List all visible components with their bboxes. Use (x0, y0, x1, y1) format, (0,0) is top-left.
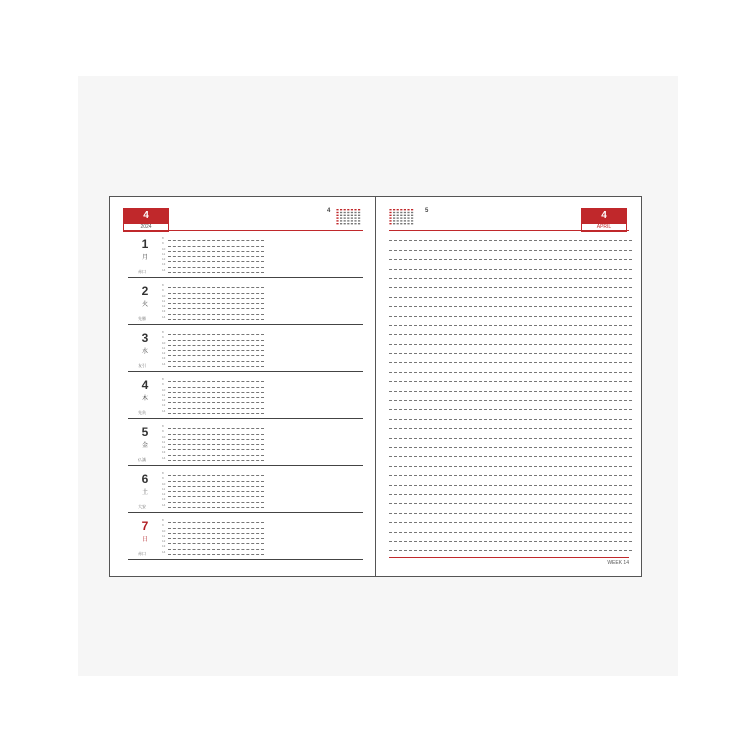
dashed-line (168, 550, 264, 555)
hour-label: 12 (162, 445, 166, 450)
day-separator (128, 324, 363, 325)
mini-calendar-cell (358, 223, 360, 224)
rokuyo-label: 赤口 (138, 269, 146, 274)
hour-label: 14 (162, 502, 166, 507)
week-number-label: WEEK 14 (607, 560, 629, 566)
rokuyo-label: 先勝 (138, 316, 146, 321)
hour-label: 13 (162, 262, 166, 267)
hour-label: 11 (162, 251, 166, 256)
mini-calendar-cell (404, 223, 406, 224)
rokuyo-label: 大安 (138, 504, 146, 509)
dashed-line (389, 401, 632, 410)
dashed-line (389, 504, 632, 513)
month-name: APRIL (581, 224, 627, 232)
right-page-notes (375, 196, 642, 577)
mini-calendar-cell (344, 223, 346, 224)
mini-calendar-cell (411, 209, 413, 210)
hour-label: 10 (162, 387, 166, 392)
mini-calendar-cell (393, 215, 395, 216)
mini-calendar-cell (336, 209, 338, 210)
hour-labels (162, 471, 167, 508)
dashed-line (389, 439, 632, 448)
mini-calendar-cell (347, 223, 349, 224)
mini-calendar-month: 5 (425, 208, 429, 214)
mini-calendar-cell (397, 217, 399, 218)
dashed-line (389, 467, 632, 476)
day-block (110, 467, 375, 513)
mini-calendar-cell (389, 212, 391, 213)
day-block (110, 232, 375, 278)
mini-calendar-cell (344, 217, 346, 218)
hour-label: 8 (162, 471, 164, 475)
dashed-line (389, 542, 632, 551)
left-page-weekly-schedule (109, 196, 376, 577)
day-number: 5 (141, 425, 149, 439)
mini-calendar-cell (336, 215, 338, 216)
hour-label: 14 (162, 314, 166, 319)
mini-calendar-cell (354, 217, 356, 218)
dashed-line (389, 232, 632, 241)
day-block (110, 326, 375, 372)
mini-calendar-cell (354, 215, 356, 216)
writing-lines (168, 471, 264, 508)
mini-calendar-cell (347, 220, 349, 221)
hour-label: 13 (162, 497, 166, 502)
dashed-line (168, 362, 264, 367)
hour-label: 10 (162, 293, 166, 298)
dashed-line (389, 523, 632, 532)
dashed-line (389, 345, 632, 354)
hour-label: 14 (162, 408, 166, 413)
mini-calendar-cell (411, 217, 413, 218)
mini-calendar-cell (393, 220, 395, 221)
hour-label: 11 (162, 486, 166, 491)
mini-calendar-cell (336, 212, 338, 213)
hour-label: 14 (162, 549, 166, 554)
writing-lines (168, 330, 264, 367)
hour-label: 11 (162, 439, 166, 444)
mini-calendar-cell (400, 209, 402, 210)
mini-calendar-cell (347, 209, 349, 210)
mini-calendar-cell (393, 217, 395, 218)
hour-label: 12 (162, 351, 166, 356)
hour-label: 10 (162, 481, 166, 486)
dashed-line (389, 298, 632, 307)
dashed-line (389, 410, 632, 419)
dashed-line (389, 279, 632, 288)
mini-calendar-cell (340, 209, 342, 210)
hour-label: 13 (162, 403, 166, 408)
dashed-line (389, 476, 632, 485)
mini-calendar-cell (340, 223, 342, 224)
dashed-line (389, 429, 632, 438)
hour-label: 13 (162, 356, 166, 361)
note-lines (389, 232, 632, 551)
mini-calendar-cell (340, 220, 342, 221)
month-badge (581, 208, 627, 232)
mini-calendar-cell (354, 212, 356, 213)
mini-calendar-cell (393, 212, 395, 213)
mini-calendar-cell (347, 212, 349, 213)
dashed-line (389, 251, 632, 260)
writing-lines (168, 424, 264, 461)
hour-labels (162, 518, 167, 555)
mini-calendar-cell (407, 223, 409, 224)
mini-calendar-cell (340, 212, 342, 213)
mini-calendar-cell (351, 215, 353, 216)
day-separator (128, 277, 363, 278)
dashed-line (389, 533, 632, 542)
mini-calendar-cell (411, 215, 413, 216)
day-block (110, 420, 375, 466)
dashed-line (389, 486, 632, 495)
dashed-line (389, 514, 632, 523)
mini-calendar-cell (407, 212, 409, 213)
day-separator (128, 418, 363, 419)
dashed-line (389, 241, 632, 250)
hour-label: 8 (162, 283, 164, 287)
mini-calendar-cell (407, 209, 409, 210)
dashed-line (389, 270, 632, 279)
day-separator (128, 465, 363, 466)
mini-calendar-cell (397, 209, 399, 210)
rokuyo-label: 赤口 (138, 551, 146, 556)
mini-calendar-cell (400, 223, 402, 224)
mini-calendar-cell (358, 217, 360, 218)
mini-calendar-cell (389, 217, 391, 218)
mini-calendar-cell (400, 220, 402, 221)
mini-calendar-cell (411, 220, 413, 221)
mini-calendar-cell (336, 223, 338, 224)
dashed-line (389, 335, 632, 344)
hour-labels (162, 330, 167, 367)
mini-calendar-cell (397, 212, 399, 213)
hour-label: 12 (162, 492, 166, 497)
rokuyo-label: 仏滅 (138, 457, 146, 462)
hour-label: 8 (162, 424, 164, 428)
header-rule (123, 230, 363, 231)
hour-label: 8 (162, 236, 164, 240)
hour-label: 9 (162, 476, 164, 481)
dashed-line (168, 456, 264, 461)
dashed-line (168, 409, 264, 414)
hour-label: 11 (162, 392, 166, 397)
hour-label: 10 (162, 434, 166, 439)
day-number: 2 (141, 284, 149, 298)
hour-labels (162, 283, 167, 320)
dashed-line (389, 420, 632, 429)
weekday-label: 木 (141, 396, 148, 402)
month-number: 4 (581, 208, 627, 224)
dashed-line (389, 382, 632, 391)
mini-calendar-cell (347, 215, 349, 216)
day-separator (128, 559, 363, 560)
mini-calendar-cell (411, 212, 413, 213)
hour-label: 12 (162, 257, 166, 262)
year-label: 2024 (123, 224, 169, 232)
hour-label: 8 (162, 330, 164, 334)
hour-label: 10 (162, 246, 166, 251)
day-block (110, 279, 375, 325)
day-number: 4 (141, 378, 149, 392)
dashed-line (389, 260, 632, 269)
hour-label: 10 (162, 528, 166, 533)
rokuyo-label: 友引 (138, 363, 146, 368)
hour-label: 9 (162, 335, 164, 340)
mini-calendar-cell (389, 215, 391, 216)
mini-calendar-cell (351, 217, 353, 218)
mini-calendar-cell (351, 212, 353, 213)
hour-label: 9 (162, 429, 164, 434)
hour-labels (162, 377, 167, 414)
day-separator (128, 371, 363, 372)
day-block (110, 373, 375, 419)
mini-calendar-cell (393, 223, 395, 224)
hour-label: 14 (162, 455, 166, 460)
mini-calendar-cell (344, 215, 346, 216)
rokuyo-label: 先負 (138, 410, 146, 415)
mini-calendar-cell (347, 217, 349, 218)
hour-label: 11 (162, 345, 166, 350)
writing-lines (168, 236, 264, 273)
hour-label: 8 (162, 518, 164, 522)
hour-label: 9 (162, 288, 164, 293)
mini-calendar-cell (358, 215, 360, 216)
mini-calendar-cell (358, 212, 360, 213)
hour-label: 11 (162, 298, 166, 303)
mini-calendar-cell (336, 220, 338, 221)
hour-label: 11 (162, 533, 166, 538)
dashed-line (168, 503, 264, 508)
month-badge (123, 208, 169, 232)
dashed-line (389, 307, 632, 316)
dashed-line (389, 457, 632, 466)
hour-label: 12 (162, 398, 166, 403)
hour-labels (162, 424, 167, 461)
dashed-line (389, 288, 632, 297)
day-block (110, 514, 375, 560)
mini-calendar-month: 4 (327, 208, 331, 214)
mini-calendar-cell (336, 217, 338, 218)
mini-calendar-cell (340, 215, 342, 216)
mini-calendar-cell (404, 220, 406, 221)
mini-calendar-cell (397, 223, 399, 224)
writing-lines (168, 283, 264, 320)
mini-calendar-cell (354, 209, 356, 210)
header-rule (389, 230, 629, 231)
hour-label: 12 (162, 304, 166, 309)
mini-calendar-cell (389, 209, 391, 210)
mini-calendar-cell (407, 217, 409, 218)
mini-calendar-cell (397, 220, 399, 221)
weekday-label: 火 (141, 302, 148, 308)
hour-label: 13 (162, 544, 166, 549)
mini-calendar-cell (400, 217, 402, 218)
dashed-line (389, 317, 632, 326)
weekday-label: 月 (141, 255, 148, 261)
mini-calendar-cell (393, 209, 395, 210)
mini-calendar-cell (407, 220, 409, 221)
dashed-line (168, 268, 264, 273)
mini-calendar-cell (351, 220, 353, 221)
mini-calendar-cell (358, 209, 360, 210)
dashed-line (389, 392, 632, 401)
mini-calendar-cell (351, 209, 353, 210)
footer-rule (389, 557, 629, 558)
month-number: 4 (123, 208, 169, 224)
mini-calendar-cell (358, 220, 360, 221)
hour-label: 14 (162, 267, 166, 272)
day-number: 7 (141, 519, 149, 533)
hour-label: 10 (162, 340, 166, 345)
hour-label: 9 (162, 382, 164, 387)
mini-calendar-cell (340, 217, 342, 218)
hour-label: 9 (162, 241, 164, 246)
writing-lines (168, 518, 264, 555)
hour-label: 13 (162, 309, 166, 314)
weekday-label: 日 (141, 537, 148, 543)
hour-label: 14 (162, 361, 166, 366)
day-number: 6 (141, 472, 149, 486)
weekday-label: 水 (141, 349, 148, 355)
mini-calendar-cell (389, 220, 391, 221)
hour-label: 9 (162, 523, 164, 528)
mini-calendar-cell (400, 212, 402, 213)
mini-calendar-cell (404, 212, 406, 213)
mini-calendar-cell (404, 209, 406, 210)
mini-calendar-cell (344, 212, 346, 213)
writing-lines (168, 377, 264, 414)
hour-label: 8 (162, 377, 164, 381)
dashed-line (389, 448, 632, 457)
mini-calendar-cell (397, 215, 399, 216)
day-number: 1 (141, 237, 149, 251)
mini-calendar-cell (404, 217, 406, 218)
mini-calendar-grid (336, 209, 362, 226)
dashed-line (389, 326, 632, 335)
mini-calendar-cell (400, 215, 402, 216)
day-separator (128, 512, 363, 513)
mini-calendar-cell (344, 209, 346, 210)
mini-calendar-cell (354, 223, 356, 224)
mini-calendar-cell (344, 220, 346, 221)
dashed-line (168, 315, 264, 320)
mini-calendar-cell (411, 223, 413, 224)
dashed-line (389, 373, 632, 382)
hour-label: 13 (162, 450, 166, 455)
weekday-label: 土 (141, 490, 148, 496)
hour-label: 12 (162, 539, 166, 544)
mini-calendar-cell (389, 223, 391, 224)
hour-labels (162, 236, 167, 273)
dashed-line (389, 354, 632, 363)
weekday-label: 金 (141, 443, 148, 449)
mini-calendar-cell (354, 220, 356, 221)
mini-calendar-cell (407, 215, 409, 216)
mini-calendar-grid (389, 209, 415, 226)
dashed-line (389, 363, 632, 372)
day-number: 3 (141, 331, 149, 345)
mini-calendar-cell (351, 223, 353, 224)
mini-calendar-cell (404, 215, 406, 216)
dashed-line (389, 495, 632, 504)
